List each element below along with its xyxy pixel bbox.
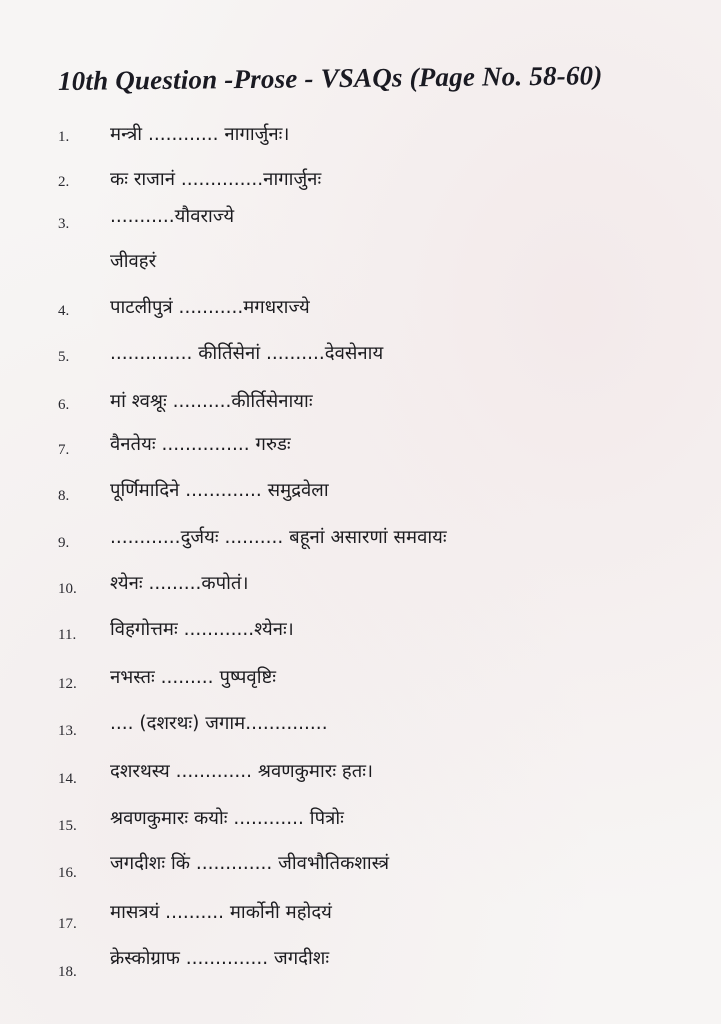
- list-item-11: [0, 614, 700, 654]
- list-item-5: [0, 336, 700, 376]
- item-number: 14.: [58, 771, 77, 787]
- item-text: .............. कीर्तिसेनां ..........देवसेनाय: [110, 343, 384, 364]
- item-number: 8.: [58, 488, 70, 504]
- item-text: जगदीशः किं ............. जीवभौतिकशास्त्रं: [110, 853, 390, 874]
- item-text: जीवहरं: [110, 251, 157, 272]
- item-number: 4.: [58, 303, 70, 319]
- item-text: मन्त्री ............ नागार्जुनः।: [110, 124, 290, 145]
- item-text: मासत्रयं .......... मार्कोनी महोदयं: [110, 902, 332, 923]
- item-text: ...........यौवराज्ये: [110, 206, 235, 227]
- item-number: 13.: [58, 723, 77, 739]
- list-item-3: [0, 203, 700, 243]
- item-text: विहगोत्तमः ............श्येनः।: [110, 619, 294, 640]
- item-text: ............दुर्जयः .......... बहूनां असारणां समवायः: [110, 527, 447, 548]
- list-item-4: [0, 290, 700, 330]
- item-text: वैनतेयः ............... गरुडः: [110, 434, 291, 455]
- item-text: श्रवणकुमारः कयोः ............ पित्रोः: [110, 808, 344, 829]
- item-number: 11.: [58, 627, 77, 643]
- item-text: कः राजानं ..............नागार्जुनः: [110, 169, 322, 190]
- item-number: 1.: [58, 129, 70, 145]
- item-number: 7.: [58, 442, 70, 458]
- item-number: 5.: [58, 349, 70, 365]
- item-text: क्रेस्कोग्राफ .............. जगदीशः: [110, 948, 330, 969]
- list-item-3-continuation: [0, 245, 700, 285]
- list-item-13: [0, 710, 700, 750]
- page-heading: 10th Question -Prose - VSAQs (Page No. 58-60): [57, 60, 603, 96]
- item-number: 16.: [58, 865, 77, 881]
- list-item-15: [0, 805, 700, 845]
- list-item-6: [0, 384, 700, 424]
- item-number: 10.: [58, 581, 77, 597]
- item-text: .... (दशरथः) जगाम..............: [110, 713, 328, 734]
- item-number: 15.: [58, 818, 77, 834]
- list-item-18: [0, 948, 700, 991]
- item-text: पाटलीपुत्रं ...........मगधराज्ये: [110, 297, 310, 318]
- item-number: 6.: [58, 397, 70, 413]
- item-number: 18.: [58, 964, 77, 980]
- list-item-12: [0, 663, 700, 703]
- item-number: 3.: [58, 216, 70, 232]
- list-item-17: [0, 903, 700, 943]
- list-item-16: [0, 852, 700, 892]
- item-number: 2.: [58, 174, 70, 190]
- item-text: दशरथस्य ............. श्रवणकुमारः हतः।: [110, 761, 374, 782]
- list-item-10: [0, 568, 700, 608]
- list-item-14: [0, 758, 700, 798]
- list-item-8: [0, 475, 700, 515]
- list-item-9: [0, 522, 700, 562]
- item-number: 9.: [58, 535, 70, 551]
- item-number: 17.: [58, 916, 77, 932]
- item-text: पूर्णिमादिने ............. समुद्रवेला: [110, 480, 329, 501]
- item-number: 12.: [58, 676, 77, 692]
- list-item-2: [0, 161, 700, 201]
- item-text: नभस्तः ......... पुष्पवृष्टिः: [110, 667, 277, 688]
- list-item-1: [0, 116, 700, 156]
- item-text: श्येनः .........कपोतं।: [110, 573, 249, 594]
- item-text: मां श्वश्रूः ..........कीर्तिसेनायाः: [110, 391, 313, 412]
- list-item-7: [0, 429, 700, 469]
